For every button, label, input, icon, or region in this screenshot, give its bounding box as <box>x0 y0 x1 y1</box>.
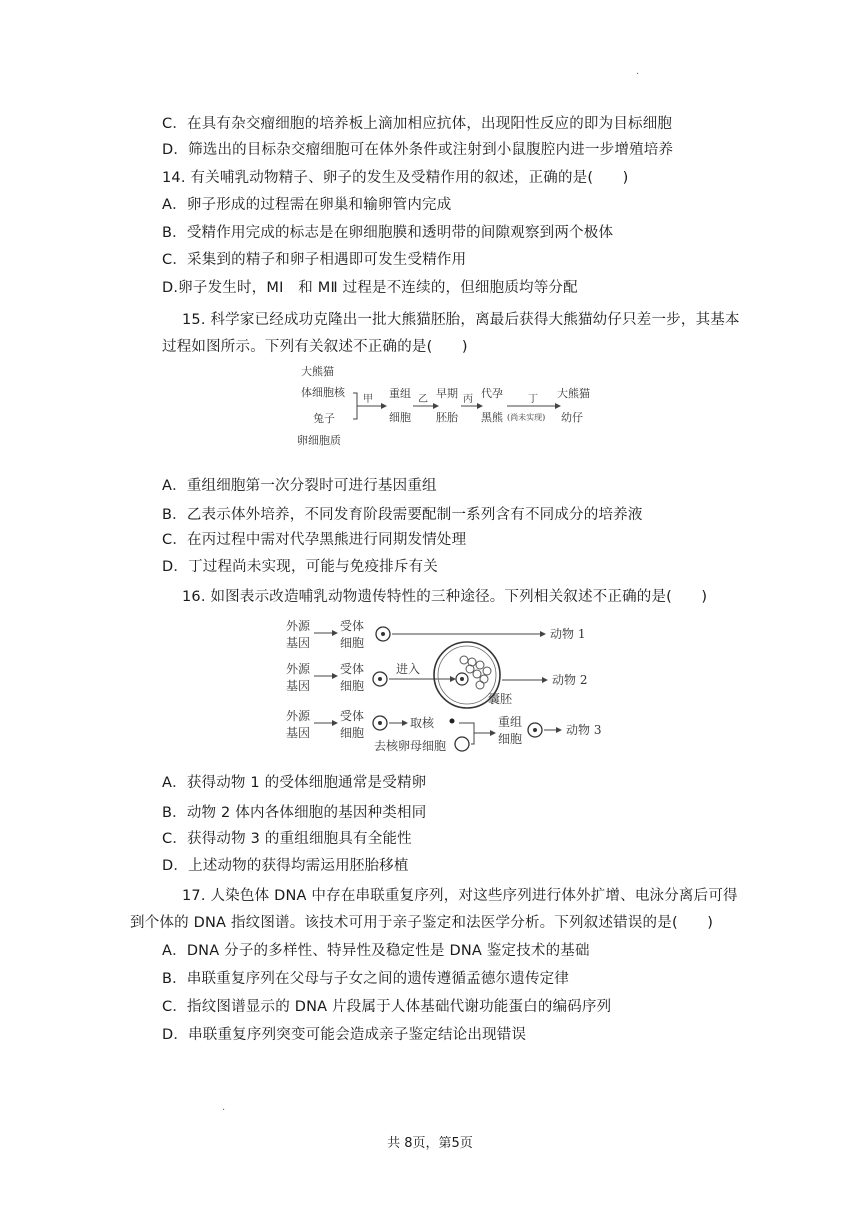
exogenous-gene-label: 基因 <box>286 726 311 740</box>
q14-option-b: B．受精作用完成的标志是在卵细胞膜和透明带的间隙观察到两个极体 <box>162 225 614 241</box>
arrow-head-jia <box>381 403 387 409</box>
q13-option-c: C．在具有杂交瘤细胞的培养板上滴加相应抗体，出现阳性反应的即为目标细胞 <box>162 116 673 132</box>
animal-3-label: 动物 3 <box>566 723 602 737</box>
q15-option-b: B．乙表示体外培养，不同发育阶段需要配制一系列含有不同成分的培养液 <box>162 507 643 523</box>
recombined-cell-label-1: 重组 <box>389 387 411 400</box>
recipient-cell-label: 受体 <box>340 619 365 633</box>
q17-option-d: D．串联重复序列突变可能会造成亲子鉴定结论出现错误 <box>162 1027 527 1043</box>
recombined-cell-label-2: 细胞 <box>389 411 411 424</box>
exogenous-gene-label: 基因 <box>286 636 311 650</box>
surrogate-bear-label-1: 代孕 <box>481 387 503 400</box>
q16-stem: 16. 如图表示改造哺乳动物遗传特性的三种途径。下列相关叙述不正确的是( ) <box>182 589 708 605</box>
q16-option-c: C．获得动物 3 的重组细胞具有全能性 <box>162 831 412 847</box>
arrow-head-ding <box>555 403 561 409</box>
exogenous-gene-label: 外源 <box>286 709 311 723</box>
step-yi-label: 乙 <box>418 394 428 405</box>
q17-option-b: B．串联重复序列在父母与子女之间的遗传遵循孟德尔遗传定律 <box>162 971 570 987</box>
q15-stem-line2: 过程如图所示。下列有关叙述不正确的是( ) <box>162 339 468 355</box>
q17-stem-line2: 到个体的 DNA 指纹图谱。该技术可用于亲子鉴定和法医学分析。下列叙述错误的是( ) <box>130 915 714 931</box>
oocyte-icon <box>455 737 469 751</box>
q14-stem: 14. 有关哺乳动物精子、卵子的发生及受精作用的叙述，正确的是( ) <box>162 170 629 186</box>
q17-option-a: A．DNA 分子的多样性、特异性及稳定性是 DNA 鉴定技术的基础 <box>162 943 590 959</box>
enucleated-oocyte-label: 去核卵母细胞 <box>374 739 447 753</box>
q15-cloning-diagram <box>293 364 593 456</box>
take-nucleus-label: 取核 <box>410 716 435 730</box>
panda-label: 大熊猫 <box>301 365 334 378</box>
egg-cytoplasm-label: 卵细胞质 <box>297 434 341 447</box>
recipient-cell-label: 细胞 <box>340 679 365 693</box>
recombined-cell-label: 重组 <box>498 715 523 729</box>
q14-option-a: A．卵子形成的过程需在卵巢和输卵管内完成 <box>162 197 452 213</box>
surrogate-bear-label-2: 黑熊 <box>481 411 503 424</box>
nucleus-dot <box>450 719 455 724</box>
exogenous-gene-label: 外源 <box>286 619 311 633</box>
q15-option-a: A．重组细胞第一次分裂时可进行基因重组 <box>162 478 437 494</box>
rabbit-label: 兔子 <box>313 412 335 425</box>
panda-cub-label-2: 幼仔 <box>561 411 583 424</box>
q17-option-c: C．指纹图谱显示的 DNA 片段属于人体基础代谢功能蛋白的编码序列 <box>162 999 612 1015</box>
q16-option-d: D．上述动物的获得均需运用胚胎移植 <box>162 858 409 874</box>
somatic-nucleus-label: 体细胞核 <box>301 386 345 399</box>
corner-dot: . <box>636 66 640 77</box>
not-realized-label: (尚未实现) <box>507 413 546 422</box>
exogenous-gene-label: 外源 <box>286 662 311 676</box>
q13-option-d: D．筛选出的目标杂交瘤细胞可在体外条件或注射到小鼠腹腔内进一步增殖培养 <box>162 142 674 158</box>
arrow-head-yi <box>433 403 439 409</box>
step-ding-label: 丁 <box>528 394 538 405</box>
page-footer: 共 8页，第5页 <box>387 1136 473 1151</box>
q14-option-d: D.卵子发生时，MⅠ 和 MⅡ 过程是不连续的，但细胞质均等分配 <box>162 280 578 296</box>
recipient-cell-label: 受体 <box>340 662 365 676</box>
q15-option-c: C．在丙过程中需对代孕黑熊进行同期发情处理 <box>162 532 467 548</box>
q16-option-a: A．获得动物 1 的受体细胞通常是受精卵 <box>162 775 427 791</box>
q16-pathways-diagram <box>284 616 614 756</box>
animal-1-label: 动物 1 <box>550 627 586 641</box>
merge-bracket <box>459 723 490 744</box>
early-embryo-label-1: 早期 <box>436 387 458 400</box>
bottom-dot: . <box>222 1102 226 1113</box>
q15-option-d: D．丁过程尚未实现，可能与免疫排斥有关 <box>162 559 438 575</box>
recipient-cell-label: 细胞 <box>340 636 365 650</box>
q15-stem-line1: 15. 科学家已经成功克隆出一批大熊猫胚胎，离最后获得大熊猫幼仔只差一步，其基本 <box>182 312 740 328</box>
animal-2-label: 动物 2 <box>552 673 588 687</box>
panda-cub-label-1: 大熊猫 <box>557 387 590 400</box>
enter-label: 进入 <box>396 662 421 676</box>
arrow-head-bing <box>477 403 483 409</box>
q16-option-b: B．动物 2 体内各体细胞的基因种类相同 <box>162 805 427 821</box>
recipient-cell-label: 受体 <box>340 709 365 723</box>
step-jia-label: 甲 <box>363 394 373 405</box>
step-bing-label: 丙 <box>463 394 473 405</box>
recipient-cell-label: 细胞 <box>340 726 365 740</box>
exogenous-gene-label: 基因 <box>286 679 311 693</box>
early-embryo-label-2: 胚胎 <box>436 411 458 424</box>
q17-stem-line1: 17. 人染色体 DNA 中存在串联重复序列，对这些序列进行体外扩增、电泳分离后可得 <box>182 888 738 904</box>
blastocyst-label: 囊胚 <box>488 692 513 706</box>
q14-option-c: C．采集到的精子和卵子相遇即可发生受精作用 <box>162 252 467 268</box>
recombined-cell-label: 细胞 <box>498 732 523 746</box>
